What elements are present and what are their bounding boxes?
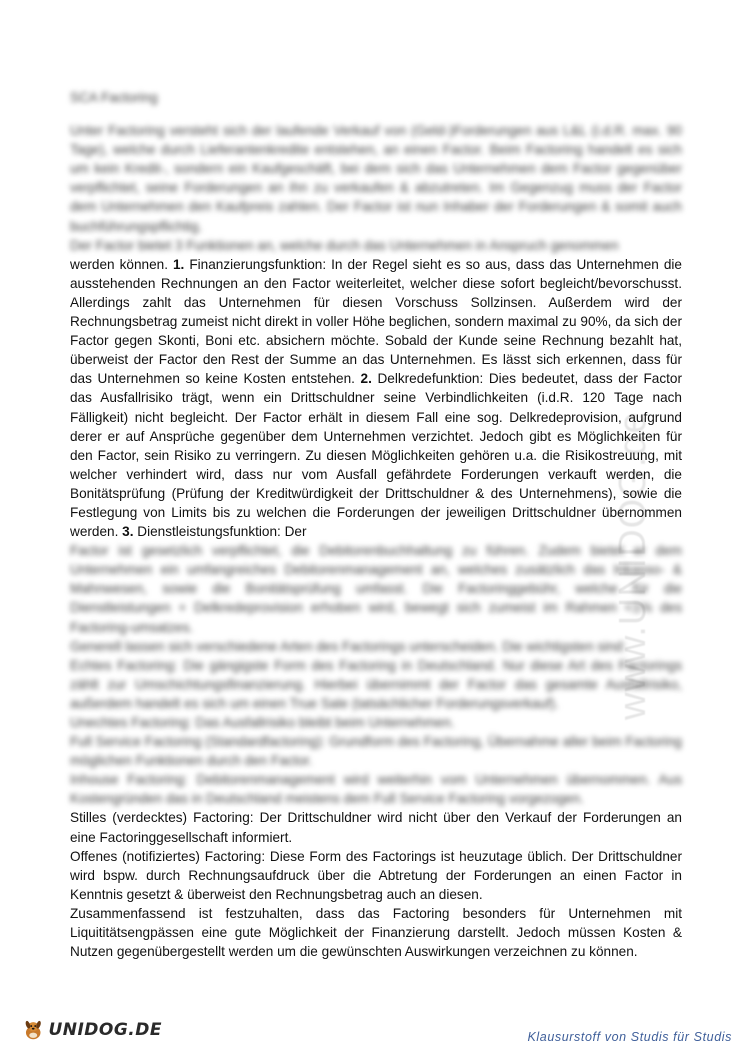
dog-mascot-icon xyxy=(22,1012,44,1048)
types-intro: Generell lassen sich verschiedene Arten des Factorings unterscheiden. Die wichtigsten sind: xyxy=(70,638,627,654)
logo-text: UNIDOG.DE xyxy=(48,1020,162,1040)
footer-tagline: Klausurstoff von Studis für Studis xyxy=(527,1030,732,1044)
service-paragraph: Factor ist gesetzlich verpflichtet, die Debitorenbuchhaltung zu führen. Zudem bietet er dem Unternehmen ein umfangreiches Debitorenmanagement an, welches zusätzlich das Inkasso- & Mahnwesen, sowie die Bonitätsprüfung umfasst. Die Factoringgebühr, welche für die Dienstleistungen + Delkredeprovision erhoben wird, bewegt sich zumeist im Rahmen <1% des Factoring-umsatzes. xyxy=(70,543,682,635)
type-offenes: Offenes (notifiziertes) Factoring: Diese Form des Factorings ist heuzutage üblich. Der Drittschuldner wird bspw. durch Rechnungsaufdruck über die Abtretung der Forderungen an einen Factor in Kenntnis gesetzt & überweist den Rechnungsbetrag auch an diesen. xyxy=(70,848,682,902)
conclusion-paragraph: Zusammenfassend ist festzuhalten, dass das Factoring besonders für Unternehmen mit Liquititätsengpässen eine gute Möglichkeit der Finanzierung darstellt. Jedoch müssen Kosten & Nutzen gegenübergestellt werden um die gewünschten Auswirkungen verzeichnen zu können. xyxy=(70,905,682,960)
functions-intro: Der Factor bietet 3 Funktionen an, welche durch das Unternehmen in Anspruch genommen xyxy=(70,237,619,253)
intro-paragraph: Unter Factoring versteht sich der laufende Verkauf von (Geld-)Forderungen aus L&L (i.d.R. max. 90 Tage), welche durch Lieferantenkredite entstehen, an einen Factor. Beim Factoring handelt es sich um kein Kredit-, sondern ein Kaufgeschäft, bei dem sich das Unternehmen dem Factor gegenüber verpflichtet, seine Forderungen an ihn zu verkaufen & abzutreten. Im Gegenzug muss der Factor dem Unternehmen den Kaufpreis zahlen. Der Factor ist nun Inhaber der Forderungen & somit auch buchführungspflichtig. xyxy=(70,123,682,234)
type-stilles: Stilles (verdecktes) Factoring: Der Drittschuldner wird nicht über den Verkauf der Forderungen an eine Factoringgesellschaft informiert. xyxy=(70,810,682,845)
type-echtes: Echtes Factoring: Die gängigste Form des Factoring in Deutschland. Nur diese Art des Factorings zählt zur Umschichtungsfinanzierung. Hierbei übernimmt der Factor das gesamte Ausfallrisiko, außerdem handelt es sich um einen True Sale (tatsächlicher Forderungsverkauf). xyxy=(70,657,682,711)
footer-logo[interactable] xyxy=(22,1010,162,1050)
watermark: www.UNIDOG.de xyxy=(612,411,654,720)
type-full-service: Full Service Factoring (Standardfactoring): Grundform des Factoring, Übernahme aller beim Factoring möglichen Funktionen durch den Factor. xyxy=(70,734,682,769)
document-title: SCA Factoring xyxy=(70,90,158,105)
type-unechtes: Unechtes Factoring: Das Ausfallrisiko bleibt beim Unternehmen. xyxy=(70,715,455,730)
functions-paragraph: werden können. 1. Finanzierungsfunktion: In der Regel sieht es so aus, dass das Unternehmen die ausstehenden Rechnungen an den Factor weiterleitet, welcher diese sofort begleicht/bevorschusst. Allerdings zahlt das Unternehmen für diesen Vorschuss Sollzinsen. Außerdem wird der Rechnungsbetrag zumeist nicht direkt in voller Höhe beglichen, sondern maximal zu 90%, da sich der Factor gegen Skonti, Boni etc. absichern möchte. Sobald der Kunde seine Rechnung bezahlt hat, überweist der Factor den Rest der Summe an das Unternehmen. Es lässt sich erkennen, dass für das Unternehmen so keine Kosten entstehen. 2. Delkredefunktion: Dies bedeutet, dass der Factor das Ausfallrisiko trägt, wenn ein Drittschuldner seine Verbindlichkeiten (i.d.R. 120 Tage nach Fälligkeit) nicht begleicht. Der Factor erhält in diesem Fall eine sog. Delkredeprovision, aufgrund derer er auf Ansprüche gegenüber dem Unternehmen verzichtet. Jedoch gibt es Möglichkeiten für den Factor, sein Risiko zu verringern. Zu diesen Möglichkeiten gehören u.a. die Risikostreuung, mit welcher verhindert wird, dass nur vom Ausfall gefährdete Forderungen verkauft werden, die Bonitätsprüfung (Prüfung der Kreditwürdigkeit der Drittschuldner & des Unternehmens), sowie die Festlegung von Limits bis zu welchen die Forderungen der jeweiligen Drittschuldner übernommen werden. 3. Dienstleistungsfunktion: Der xyxy=(70,256,682,540)
type-inhouse: Inhouse Factoring: Debitorenmanagement wird weiterhin vom Unternehmen übernommen. Aus Kostengründen das in Deutschland meistens dem Full Service Factoring vorgezogen. xyxy=(70,772,682,807)
document-body xyxy=(70,88,682,961)
